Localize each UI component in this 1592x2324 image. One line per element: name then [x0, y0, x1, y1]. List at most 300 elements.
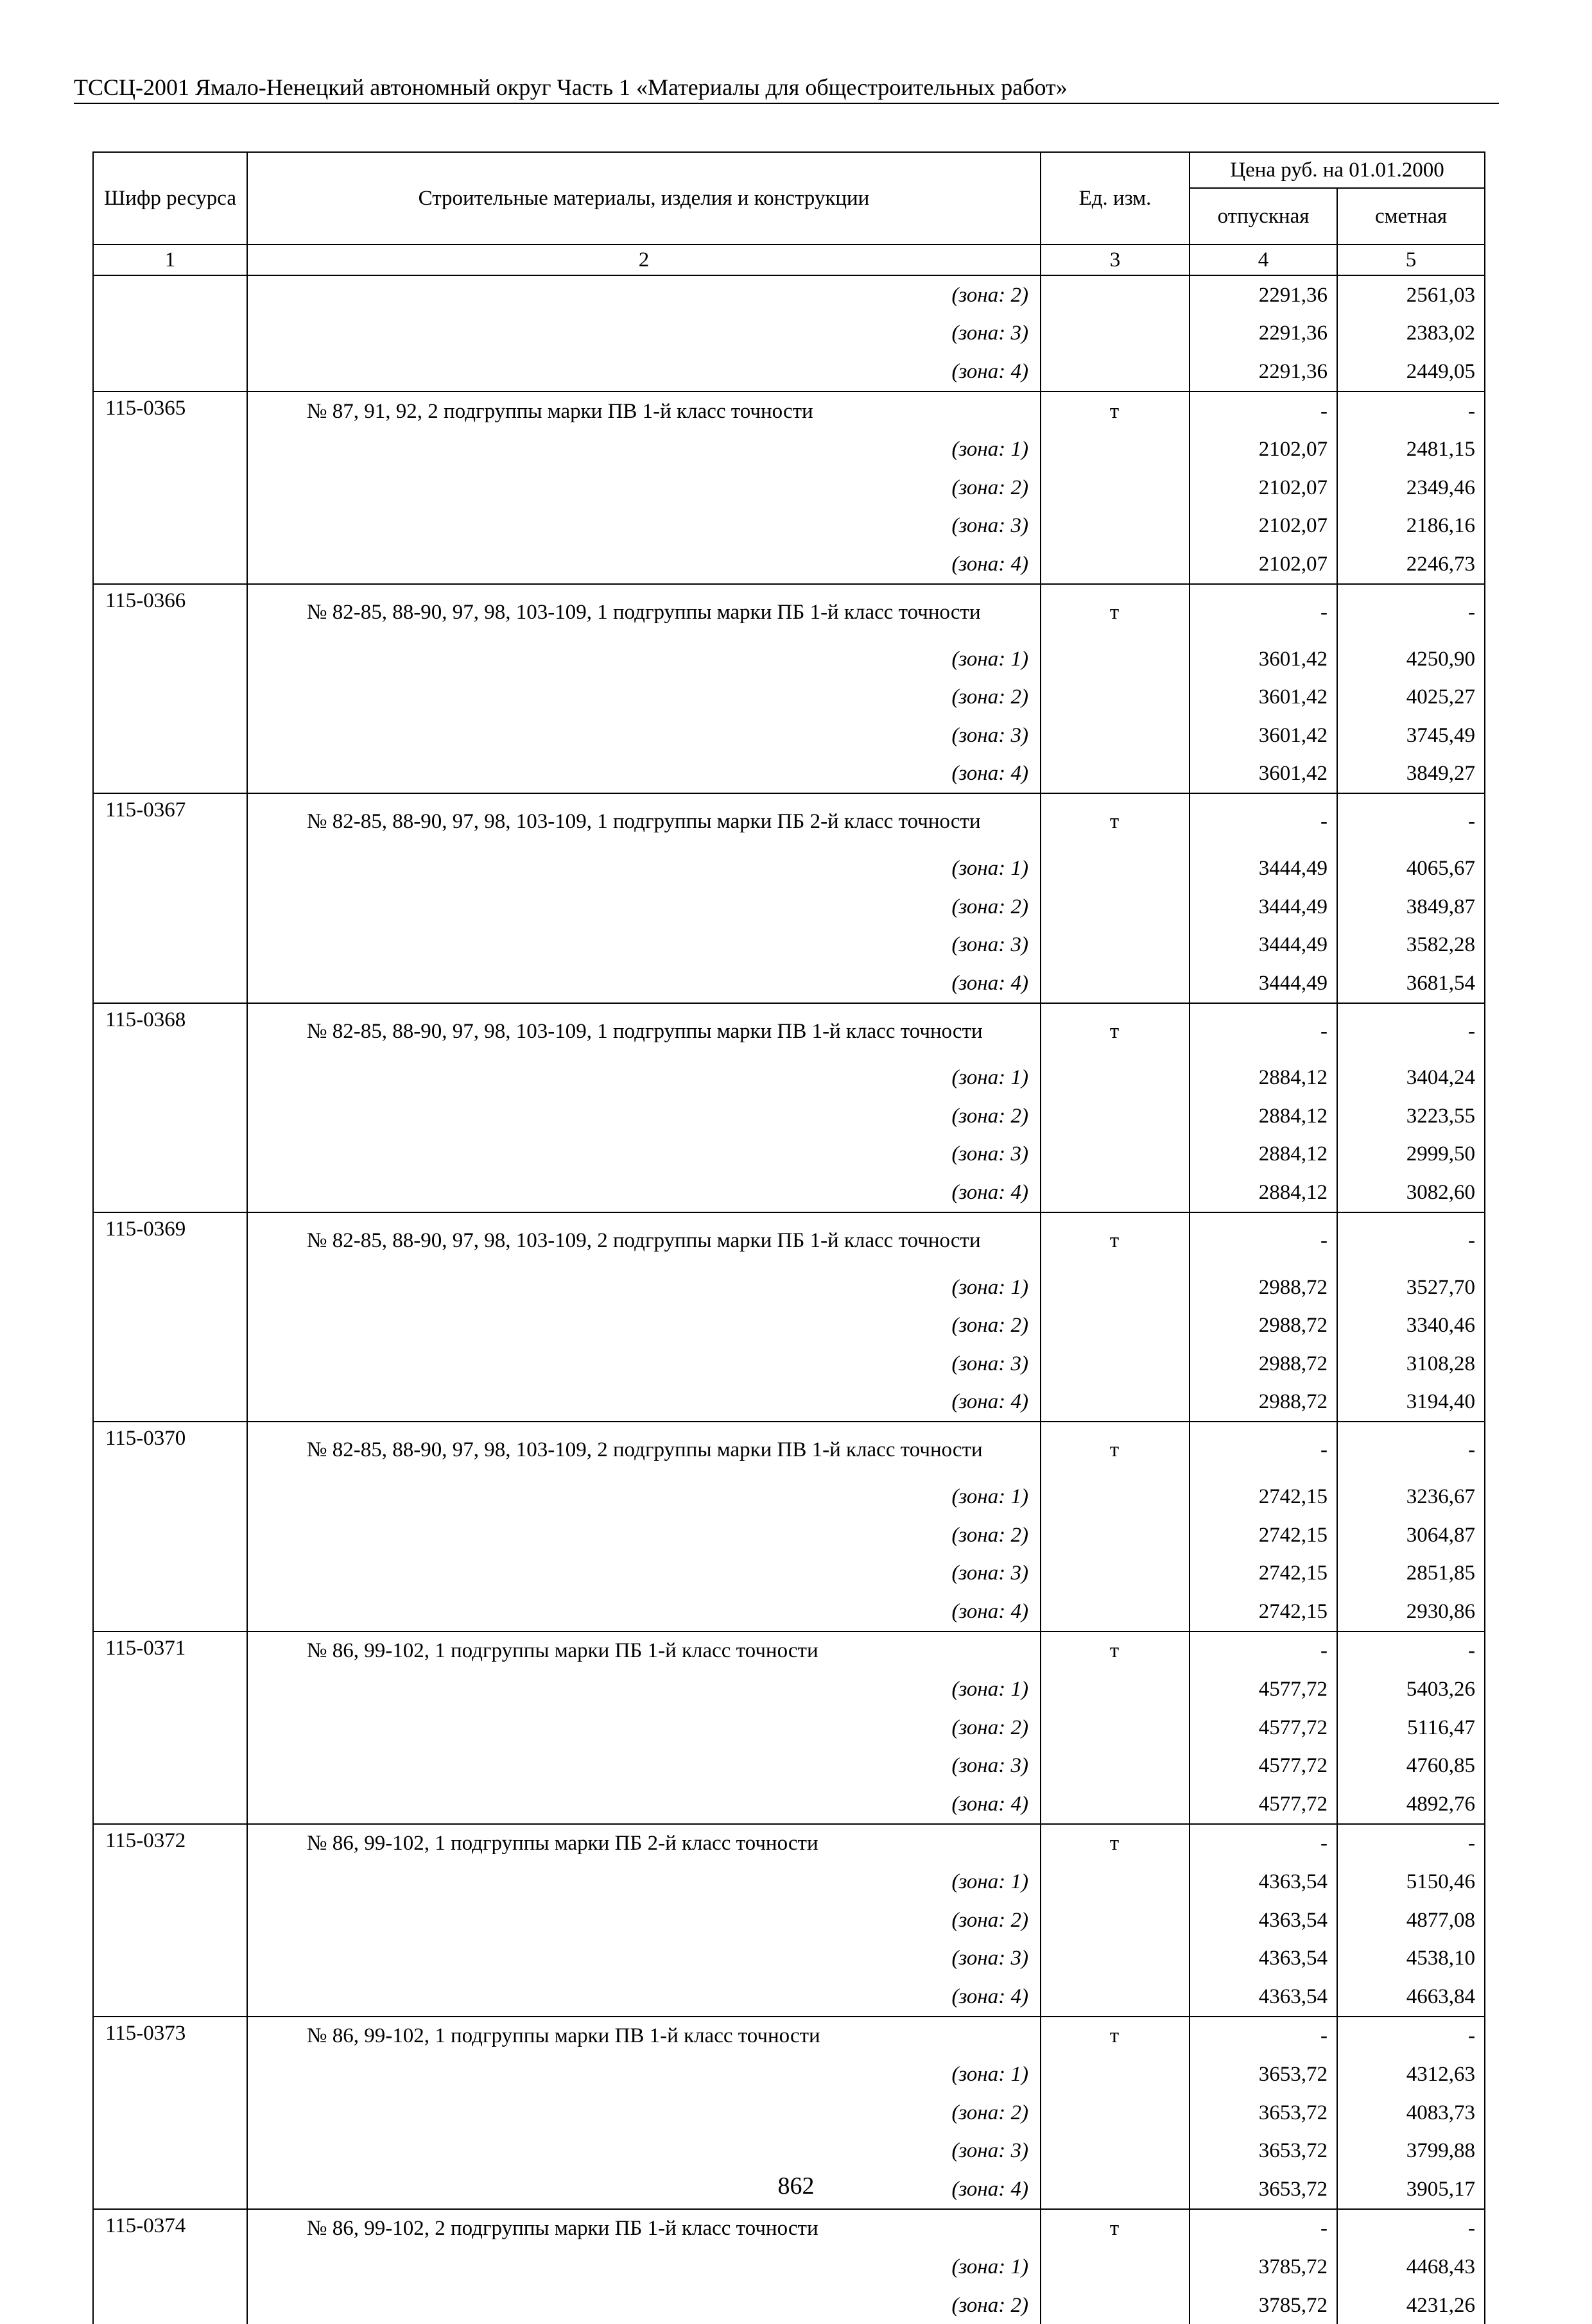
column-number-4: 4: [1190, 245, 1337, 275]
price-estimate-cell: 2930,86: [1337, 1592, 1485, 1631]
price-release-cell: 2884,12: [1190, 1173, 1337, 1212]
price-release-cell: 4577,72: [1190, 1785, 1337, 1824]
price-release-cell: 2291,36: [1190, 275, 1337, 314]
price-release-cell: -: [1190, 1422, 1337, 1477]
price-estimate-cell: 2561,03: [1337, 275, 1485, 314]
material-name-text: № 82-85, 88-90, 97, 98, 103-109, 1 подгруппы марки ПБ 2-й класс точности: [307, 810, 981, 834]
resource-code-cell: [93, 1863, 247, 1901]
resource-code-cell: [93, 678, 247, 716]
unit-cell: [1041, 1516, 1190, 1554]
price-estimate-cell: -: [1337, 1003, 1485, 1059]
zone-label-cell: (зона: 4): [247, 1977, 1041, 2017]
price-release-cell: -: [1190, 392, 1337, 431]
price-estimate-cell: 3905,17: [1337, 2170, 1485, 2209]
price-release-cell: 3444,49: [1190, 964, 1337, 1003]
unit-cell: [1041, 678, 1190, 716]
unit-cell: [1041, 1268, 1190, 1307]
price-estimate-cell: 4468,43: [1337, 2248, 1485, 2286]
resource-code-cell: [93, 507, 247, 546]
unit-cell: [1041, 2094, 1190, 2132]
price-release-cell: 3601,42: [1190, 716, 1337, 755]
zone-label-cell: (зона: 4): [247, 1785, 1041, 1824]
price-estimate-cell: -: [1337, 793, 1485, 849]
price-table-body: [93, 275, 1485, 2324]
unit-cell: [1041, 1173, 1190, 1212]
column-number-5: 5: [1337, 245, 1485, 275]
zone-label-cell: (зона: 4): [247, 1173, 1041, 1212]
unit-cell: [1041, 1863, 1190, 1901]
unit-cell: [1041, 1709, 1190, 1747]
zone-label-cell: (зона: 1): [247, 1268, 1041, 1307]
zone-label-cell: (зона: 3): [247, 2131, 1041, 2170]
resource-code-cell: [93, 1306, 247, 1345]
unit-cell: [1041, 1901, 1190, 1940]
price-release-cell: 4363,54: [1190, 1863, 1337, 1901]
price-release-cell: 2742,15: [1190, 1554, 1337, 1592]
zone-label-cell: (зона: 2): [247, 469, 1041, 507]
table-row-zone: [93, 2248, 1485, 2286]
column-header-price-group: Цена руб. на 01.01.2000: [1190, 152, 1485, 188]
resource-code-cell: 115-0373: [93, 2017, 247, 2056]
price-release-cell: 4577,72: [1190, 1709, 1337, 1747]
unit-cell: [1041, 1477, 1190, 1516]
unit-cell: т: [1041, 1631, 1190, 1671]
price-release-cell: 2102,07: [1190, 507, 1337, 546]
unit-cell: [1041, 1746, 1190, 1785]
table-row-item: [93, 2209, 1485, 2248]
price-estimate-cell: 4877,08: [1337, 1901, 1485, 1940]
table-row-zone: [93, 2131, 1485, 2170]
table-row-zone: [93, 545, 1485, 584]
unit-cell: [1041, 1939, 1190, 1977]
unit-cell: [1041, 507, 1190, 546]
resource-code-cell: [93, 849, 247, 888]
material-name-cell: [247, 1824, 1041, 1863]
resource-code-cell: [93, 1554, 247, 1592]
price-estimate-cell: 2999,50: [1337, 1135, 1485, 1174]
price-release-cell: 2742,15: [1190, 1516, 1337, 1554]
table-row-zone: [93, 314, 1485, 353]
unit-cell: т: [1041, 1003, 1190, 1059]
price-estimate-cell: 5150,46: [1337, 1863, 1485, 1901]
column-number-1: 1: [93, 245, 247, 275]
material-name-cell: [247, 2209, 1041, 2248]
zone-label-cell: (зона: 2): [247, 678, 1041, 716]
table-row-item: [93, 584, 1485, 640]
material-name-text: № 82-85, 88-90, 97, 98, 103-109, 1 подгруппы марки ПВ 1-й класс точности: [307, 1019, 983, 1043]
resource-code-cell: [93, 275, 247, 314]
unit-cell: [1041, 2286, 1190, 2324]
price-estimate-cell: 3527,70: [1337, 1268, 1485, 1307]
price-estimate-cell: 2481,15: [1337, 430, 1485, 469]
price-release-cell: 2988,72: [1190, 1268, 1337, 1307]
resource-code-cell: 115-0365: [93, 392, 247, 431]
unit-cell: [1041, 1345, 1190, 1383]
price-estimate-cell: 4250,90: [1337, 640, 1485, 678]
resource-code-cell: [93, 1135, 247, 1174]
resource-code-cell: [93, 640, 247, 678]
table-row-zone: [93, 430, 1485, 469]
resource-code-cell: [93, 1901, 247, 1940]
column-header-code: Шифр ресурса: [93, 152, 247, 245]
price-release-cell: 4363,54: [1190, 1901, 1337, 1940]
resource-code-cell: [93, 964, 247, 1003]
table-row-zone: [93, 1345, 1485, 1383]
price-estimate-cell: 3681,54: [1337, 964, 1485, 1003]
price-estimate-cell: 2449,05: [1337, 352, 1485, 392]
zone-label-cell: (зона: 2): [247, 275, 1041, 314]
unit-cell: [1041, 964, 1190, 1003]
price-release-cell: 2988,72: [1190, 1306, 1337, 1345]
price-release-cell: 2988,72: [1190, 1345, 1337, 1383]
price-estimate-cell: 3064,87: [1337, 1516, 1485, 1554]
price-estimate-cell: -: [1337, 2209, 1485, 2248]
resource-code-cell: [93, 1939, 247, 1977]
table-row-zone: [93, 716, 1485, 755]
material-name-text: № 82-85, 88-90, 97, 98, 103-109, 1 подгруппы марки ПБ 1-й класс точности: [307, 600, 981, 624]
table-row-zone: [93, 1863, 1485, 1901]
resource-code-cell: [93, 1516, 247, 1554]
price-estimate-cell: -: [1337, 1631, 1485, 1671]
table-row-zone: [93, 352, 1485, 392]
resource-code-cell: [93, 1059, 247, 1097]
price-release-cell: 3653,72: [1190, 2131, 1337, 2170]
price-estimate-cell: 4065,67: [1337, 849, 1485, 888]
unit-cell: [1041, 1097, 1190, 1135]
price-release-cell: 3601,42: [1190, 640, 1337, 678]
price-estimate-cell: 3108,28: [1337, 1345, 1485, 1383]
zone-label-cell: (зона: 3): [247, 1345, 1041, 1383]
zone-label-cell: (зона: 3): [247, 716, 1041, 755]
price-release-cell: -: [1190, 793, 1337, 849]
zone-label-cell: (зона: 2): [247, 2094, 1041, 2132]
price-estimate-cell: -: [1337, 1422, 1485, 1477]
price-release-cell: -: [1190, 2209, 1337, 2248]
unit-cell: [1041, 545, 1190, 584]
unit-cell: [1041, 2248, 1190, 2286]
table-row-zone: [93, 1097, 1485, 1135]
resource-code-cell: [93, 314, 247, 353]
material-name-text: № 87, 91, 92, 2 подгруппы марки ПВ 1-й класс точности: [307, 399, 813, 423]
zone-label-cell: (зона: 1): [247, 1863, 1041, 1901]
price-estimate-cell: 3194,40: [1337, 1383, 1485, 1422]
price-estimate-cell: 2383,02: [1337, 314, 1485, 353]
material-name-text: № 82-85, 88-90, 97, 98, 103-109, 2 подгруппы марки ПВ 1-й класс точности: [307, 1438, 983, 1462]
zone-label-cell: (зона: 2): [247, 2286, 1041, 2324]
resource-code-cell: [93, 1709, 247, 1747]
price-estimate-cell: 3082,60: [1337, 1173, 1485, 1212]
resource-code-cell: [93, 469, 247, 507]
resource-code-cell: [93, 2248, 247, 2286]
resource-code-cell: [93, 888, 247, 926]
zone-label-cell: (зона: 1): [247, 1059, 1041, 1097]
unit-cell: [1041, 925, 1190, 964]
price-release-cell: 4577,72: [1190, 1746, 1337, 1785]
table-row-zone: [93, 1709, 1485, 1747]
material-name-text: № 82-85, 88-90, 97, 98, 103-109, 2 подгруппы марки ПБ 1-й класс точности: [307, 1228, 981, 1252]
table-row-zone: [93, 640, 1485, 678]
column-header-name: Строительные материалы, изделия и конструкции: [247, 152, 1041, 245]
resource-code-cell: [93, 1977, 247, 2017]
price-estimate-cell: 3745,49: [1337, 716, 1485, 755]
table-row-zone: [93, 1939, 1485, 1977]
price-release-cell: 4577,72: [1190, 1670, 1337, 1709]
price-release-cell: 2291,36: [1190, 352, 1337, 392]
unit-cell: т: [1041, 584, 1190, 640]
zone-label-cell: (зона: 2): [247, 1516, 1041, 1554]
resource-code-cell: 115-0369: [93, 1212, 247, 1268]
unit-cell: т: [1041, 1212, 1190, 1268]
price-estimate-cell: 4663,84: [1337, 1977, 1485, 2017]
price-release-cell: 3444,49: [1190, 888, 1337, 926]
table-row-zone: [93, 1901, 1485, 1940]
unit-cell: [1041, 469, 1190, 507]
table-row-zone: [93, 678, 1485, 716]
table-row-zone: [93, 275, 1485, 314]
table-row-item: [93, 1212, 1485, 1268]
price-estimate-cell: 4538,10: [1337, 1939, 1485, 1977]
table-row-item: [93, 1824, 1485, 1863]
resource-code-cell: [93, 545, 247, 584]
table-row-zone: [93, 964, 1485, 1003]
unit-cell: т: [1041, 392, 1190, 431]
unit-cell: т: [1041, 2017, 1190, 2056]
resource-code-cell: [93, 2094, 247, 2132]
unit-cell: [1041, 430, 1190, 469]
price-estimate-cell: 3236,67: [1337, 1477, 1485, 1516]
table-row-zone: [93, 1135, 1485, 1174]
resource-code-cell: [93, 1383, 247, 1422]
price-release-cell: -: [1190, 1003, 1337, 1059]
table-row-zone: [93, 755, 1485, 794]
price-release-cell: -: [1190, 1824, 1337, 1863]
unit-cell: [1041, 352, 1190, 392]
price-estimate-cell: -: [1337, 1824, 1485, 1863]
price-release-cell: -: [1190, 1212, 1337, 1268]
material-name-cell: [247, 1631, 1041, 1671]
material-name-text: № 86, 99-102, 2 подгруппы марки ПБ 1-й класс точности: [307, 2217, 818, 2241]
table-row-zone: [93, 469, 1485, 507]
unit-cell: [1041, 1592, 1190, 1631]
price-release-cell: 4363,54: [1190, 1977, 1337, 2017]
unit-cell: [1041, 2055, 1190, 2094]
resource-code-cell: [93, 716, 247, 755]
resource-code-cell: 115-0367: [93, 793, 247, 849]
price-estimate-cell: 3849,27: [1337, 755, 1485, 794]
price-estimate-cell: 4760,85: [1337, 1746, 1485, 1785]
price-release-cell: 3785,72: [1190, 2286, 1337, 2324]
price-release-cell: 2102,07: [1190, 545, 1337, 584]
zone-label-cell: (зона: 3): [247, 925, 1041, 964]
zone-label-cell: (зона: 3): [247, 507, 1041, 546]
table-row-zone: [93, 2055, 1485, 2094]
unit-cell: [1041, 1059, 1190, 1097]
resource-code-cell: [93, 1173, 247, 1212]
price-estimate-cell: 2851,85: [1337, 1554, 1485, 1592]
table-row-zone: [93, 1306, 1485, 1345]
price-release-cell: 3653,72: [1190, 2094, 1337, 2132]
zone-label-cell: (зона: 4): [247, 2170, 1041, 2209]
price-release-cell: 2884,12: [1190, 1059, 1337, 1097]
unit-cell: [1041, 888, 1190, 926]
table-row-zone: [93, 1746, 1485, 1785]
table-row-zone: [93, 1554, 1485, 1592]
resource-code-cell: 115-0372: [93, 1824, 247, 1863]
table-row-item: [93, 2017, 1485, 2056]
price-estimate-cell: 4892,76: [1337, 1785, 1485, 1824]
price-release-cell: 3444,49: [1190, 925, 1337, 964]
resource-code-cell: [93, 1477, 247, 1516]
table-row-zone: [93, 2286, 1485, 2324]
resource-code-cell: [93, 430, 247, 469]
resource-code-cell: 115-0370: [93, 1422, 247, 1477]
document-header-title: ТССЦ-2001 Ямало-Ненецкий автономный округ Часть 1 «Материалы для общестроительных работ»: [74, 74, 1068, 100]
price-release-cell: 3653,72: [1190, 2055, 1337, 2094]
material-name-cell: [247, 793, 1041, 849]
table-row-item: [93, 1422, 1485, 1477]
price-release-cell: 3653,72: [1190, 2170, 1337, 2209]
price-estimate-cell: 2186,16: [1337, 507, 1485, 546]
zone-label-cell: (зона: 1): [247, 430, 1041, 469]
unit-cell: [1041, 716, 1190, 755]
table-row-zone: [93, 1592, 1485, 1631]
price-estimate-cell: 5403,26: [1337, 1670, 1485, 1709]
table-row-item: [93, 392, 1485, 431]
zone-label-cell: (зона: 2): [247, 1306, 1041, 1345]
price-release-cell: 3785,72: [1190, 2248, 1337, 2286]
resource-code-cell: [93, 1345, 247, 1383]
header-divider: [74, 103, 1499, 104]
unit-cell: т: [1041, 1824, 1190, 1863]
table-row-zone: [93, 925, 1485, 964]
unit-cell: т: [1041, 2209, 1190, 2248]
zone-label-cell: (зона: 1): [247, 2248, 1041, 2286]
zone-label-cell: (зона: 4): [247, 1592, 1041, 1631]
zone-label-cell: (зона: 1): [247, 2055, 1041, 2094]
unit-cell: [1041, 314, 1190, 353]
column-number-3: 3: [1041, 245, 1190, 275]
zone-label-cell: (зона: 2): [247, 1709, 1041, 1747]
price-table: [92, 151, 1485, 2324]
price-estimate-cell: 3849,87: [1337, 888, 1485, 926]
resource-code-cell: 115-0371: [93, 1631, 247, 1671]
zone-label-cell: (зона: 3): [247, 1939, 1041, 1977]
zone-label-cell: (зона: 1): [247, 1477, 1041, 1516]
resource-code-cell: [93, 1746, 247, 1785]
price-release-cell: 2988,72: [1190, 1383, 1337, 1422]
unit-cell: [1041, 1670, 1190, 1709]
price-estimate-cell: 4083,73: [1337, 2094, 1485, 2132]
resource-code-cell: [93, 2286, 247, 2324]
zone-label-cell: (зона: 2): [247, 1097, 1041, 1135]
price-estimate-cell: -: [1337, 2017, 1485, 2056]
price-estimate-cell: -: [1337, 392, 1485, 431]
unit-cell: [1041, 1785, 1190, 1824]
zone-label-cell: (зона: 4): [247, 545, 1041, 584]
price-release-cell: 2102,07: [1190, 469, 1337, 507]
price-release-cell: 4363,54: [1190, 1939, 1337, 1977]
unit-cell: [1041, 1383, 1190, 1422]
price-release-cell: 2884,12: [1190, 1135, 1337, 1174]
zone-label-cell: (зона: 2): [247, 888, 1041, 926]
resource-code-cell: [93, 1268, 247, 1307]
zone-label-cell: (зона: 1): [247, 849, 1041, 888]
unit-cell: [1041, 849, 1190, 888]
price-estimate-cell: 4312,63: [1337, 2055, 1485, 2094]
unit-cell: [1041, 1554, 1190, 1592]
table-row-zone: [93, 1785, 1485, 1824]
table-row-zone: [93, 1516, 1485, 1554]
table-row-item: [93, 793, 1485, 849]
resource-code-cell: [93, 1592, 247, 1631]
table-row-zone: [93, 1977, 1485, 2017]
zone-label-cell: (зона: 4): [247, 1383, 1041, 1422]
resource-code-cell: [93, 2055, 247, 2094]
resource-code-cell: 115-0374: [93, 2209, 247, 2248]
table-row-item: [93, 1631, 1485, 1671]
resource-code-cell: [93, 352, 247, 392]
resource-code-cell: 115-0366: [93, 584, 247, 640]
unit-cell: [1041, 755, 1190, 794]
price-release-cell: -: [1190, 1631, 1337, 1671]
table-row-zone: [93, 507, 1485, 546]
unit-cell: [1041, 2131, 1190, 2170]
resource-code-cell: [93, 1785, 247, 1824]
price-estimate-cell: 4231,26: [1337, 2286, 1485, 2324]
zone-label-cell: (зона: 2): [247, 1901, 1041, 1940]
price-estimate-cell: 3223,55: [1337, 1097, 1485, 1135]
zone-label-cell: (зона: 3): [247, 1746, 1041, 1785]
zone-label-cell: (зона: 4): [247, 964, 1041, 1003]
zone-label-cell: (зона: 1): [247, 640, 1041, 678]
table-row-zone: [93, 888, 1485, 926]
table-row-zone: [93, 1173, 1485, 1212]
price-release-cell: 2742,15: [1190, 1592, 1337, 1631]
price-release-cell: -: [1190, 584, 1337, 640]
column-header-price-estimate: сметная: [1337, 188, 1485, 245]
resource-code-cell: 115-0368: [93, 1003, 247, 1059]
price-release-cell: 2884,12: [1190, 1097, 1337, 1135]
price-release-cell: 2742,15: [1190, 1477, 1337, 1516]
unit-cell: [1041, 640, 1190, 678]
zone-label-cell: (зона: 3): [247, 314, 1041, 353]
price-estimate-cell: 3404,24: [1337, 1059, 1485, 1097]
page-number: 862: [777, 2173, 815, 2199]
material-name-cell: [247, 392, 1041, 431]
resource-code-cell: [93, 755, 247, 794]
material-name-cell: [247, 2017, 1041, 2056]
price-release-cell: 2291,36: [1190, 314, 1337, 353]
price-release-cell: 2102,07: [1190, 430, 1337, 469]
table-row-zone: [93, 1059, 1485, 1097]
resource-code-cell: [93, 1670, 247, 1709]
table-row-item: [93, 1003, 1485, 1059]
price-release-cell: 3601,42: [1190, 755, 1337, 794]
price-release-cell: 3601,42: [1190, 678, 1337, 716]
column-number-2: 2: [247, 245, 1041, 275]
unit-cell: [1041, 1306, 1190, 1345]
price-estimate-cell: 3340,46: [1337, 1306, 1485, 1345]
zone-label-cell: (зона: 3): [247, 1135, 1041, 1174]
column-header-price-release: отпускная: [1190, 188, 1337, 245]
table-row-zone: [93, 2094, 1485, 2132]
material-name-text: № 86, 99-102, 1 подгруппы марки ПБ 1-й класс точности: [307, 1639, 818, 1663]
zone-label-cell: (зона: 3): [247, 1554, 1041, 1592]
table-row-zone: [93, 1477, 1485, 1516]
material-name-cell: [247, 1212, 1041, 1268]
price-release-cell: -: [1190, 2017, 1337, 2056]
material-name-cell: [247, 1422, 1041, 1477]
